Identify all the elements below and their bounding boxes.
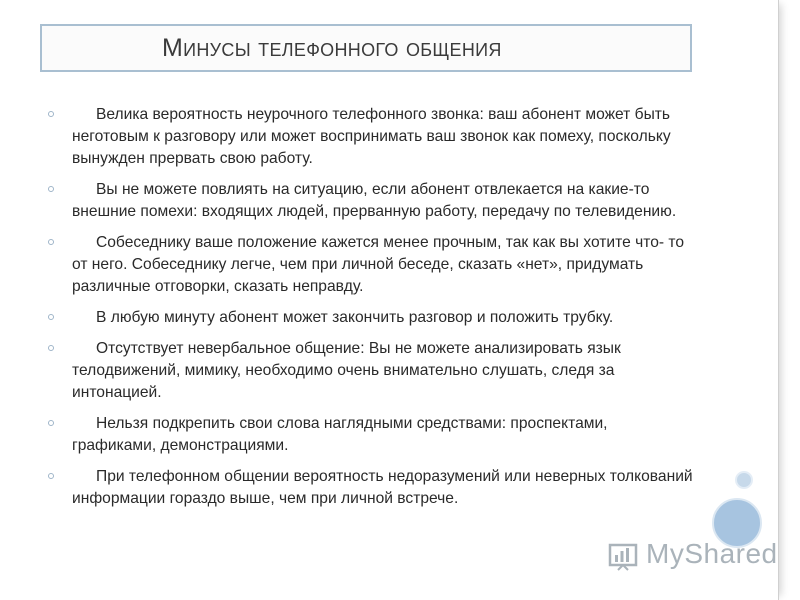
bullet-circle-icon <box>48 186 54 192</box>
chart-icon <box>608 537 640 571</box>
bullet-item <box>44 466 694 510</box>
bullet-circle-icon <box>48 111 54 117</box>
bullet-circle-icon <box>48 239 54 245</box>
bullet-circle-icon <box>48 345 54 351</box>
bullet-circle-icon <box>48 473 54 479</box>
watermark <box>608 534 778 574</box>
bullet-item <box>44 307 694 329</box>
bullet-circle-icon <box>48 314 54 320</box>
bullet-text: Нельзя подкрепить свои слова наглядными средствами: проспектами, графиками, демонстрациями. <box>72 415 608 454</box>
bullet-list <box>44 104 694 519</box>
bullet-text: Собеседнику ваше положение кажется менее прочным, так как вы хотите что- то от него. Собеседнику легче, чем при личной беседе, сказать «нет», придумать различные отговорки, сказать неправду. <box>72 234 685 295</box>
bullet-text: Вы не можете повлиять на ситуацию, если абонент отвлекается на какие-то внешние помехи: входящих людей, прерванную работу, передачу по телевидению. <box>72 181 677 220</box>
bullet-item <box>44 413 694 457</box>
bullet-text: В любую минуту абонент может закончить разговор и положить трубку. <box>96 309 614 326</box>
bullet-text: Отсутствует невербальное общение: Вы не можете анализировать язык телодвижений, мимику, необходимо очень внимательно слушать, следя за интонацией. <box>72 340 621 401</box>
bullet-text: Велика вероятность неурочного телефонного звонка: ваш абонент может быть неготовым к разговору или может воспринимать ваш звонок как помеху, поскольку вынужден прервать свою работу. <box>72 106 671 167</box>
bullet-text: При телефонном общении вероятность недоразумений или неверных толкований информации гораздо выше, чем при личной встрече. <box>72 468 693 507</box>
title-box <box>40 24 692 72</box>
bullet-circle-icon <box>48 420 54 426</box>
bullet-item <box>44 338 694 404</box>
bullet-item <box>44 179 694 223</box>
slide-title: Минусы телефонного общения <box>162 33 502 62</box>
bullet-item <box>44 232 694 298</box>
watermark-text: MyShared <box>646 538 778 569</box>
decorative-circle-small <box>735 471 753 489</box>
bullet-item <box>44 104 694 170</box>
